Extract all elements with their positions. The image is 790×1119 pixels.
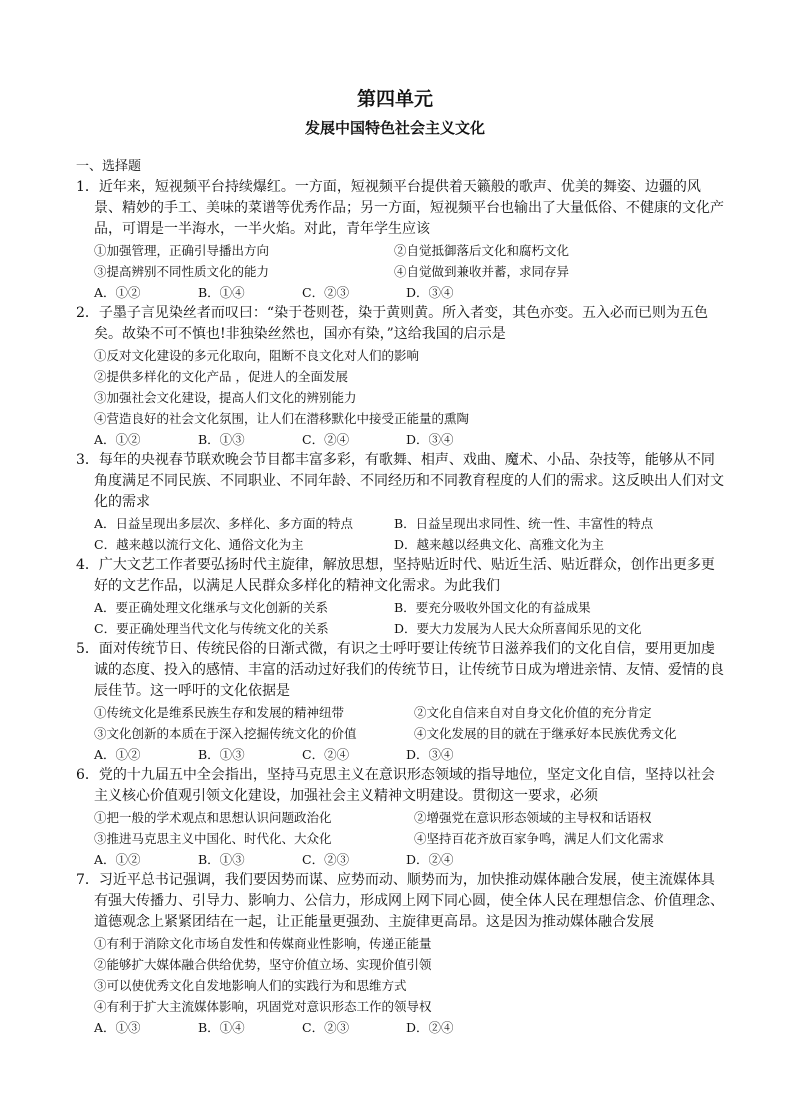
question-2 xyxy=(76,303,726,450)
statement: ④自觉做到兼收并蓄，求同存异 xyxy=(394,264,570,279)
statement: ②自觉抵御落后文化和腐朽文化 xyxy=(394,243,570,258)
statement: ②文化自信来自对自身文化价值的充分肯定 xyxy=(414,705,652,720)
question-5 xyxy=(76,639,726,765)
statement: ①把一般的学术观点和思想认识问题政治化 xyxy=(94,810,332,825)
choice-row xyxy=(76,597,726,618)
unit-title: 第四单元 xyxy=(356,88,433,110)
statement: ④坚持百花齐放百家争鸣，满足人们文化需求 xyxy=(414,831,665,846)
choice-a[interactable]: A．日益呈现出多层次、多样化、多方面的特点 xyxy=(94,516,354,531)
statement: ①反对文化建设的多元化取向，阻断不良文化对人们的影响 xyxy=(94,348,420,363)
choice-d[interactable]: D．③④ xyxy=(406,432,454,447)
question-stem: 6．党的十九届五中全会指出，坚持马克思主义在意识形态领域的指导地位，坚定文化自信，坚持以社会主义核心价值观引领文化建设，加强社会主义精神文明建设。贯彻这一要求，必须 xyxy=(76,767,715,804)
statement: ③提高辨别不同性质文化的能力 xyxy=(94,264,270,279)
question-7 xyxy=(76,870,726,1038)
statement: ③可以使优秀文化自发地影响人们的实践行为和思维方式 xyxy=(94,978,407,993)
question-stem: 7．习近平总书记强调，我们要因势而谋、应势而动、顺势而为，加快推动媒体融合发展，使主流媒体具有强大传播力、引导力、影响力、公信力，形成网上网下同心圆，使全体人民在理想信念、价值理念、道德观念上紧紧团结在一起，让正能量更强劲、主旋律更高昂。这是因为推动媒体融合发展 xyxy=(76,872,724,930)
question-1 xyxy=(76,177,726,303)
choice-b[interactable]: B．①③ xyxy=(198,852,245,867)
statement: ①加强管理，正确引导播出方向 xyxy=(94,243,270,258)
choice-b[interactable]: B．①③ xyxy=(198,432,245,447)
question-stem: 1．近年来，短视频平台持续爆红。一方面，短视频平台提供着天籁般的歌声、优美的舞姿、边疆的风景、精妙的手工、美味的菜谱等优秀作品；另一方面，短视频平台也输出了大量低俗、不健康的文化产品，可谓是一半海水，一半火焰。对此，青年学生应该 xyxy=(76,179,724,237)
choice-row xyxy=(76,1017,726,1038)
question-list xyxy=(76,156,726,1038)
choice-row xyxy=(76,534,726,555)
choice-c[interactable]: C．②③ xyxy=(302,1020,350,1035)
choice-d[interactable]: D．③④ xyxy=(406,747,454,762)
question-stem: 2．子墨子言见染丝者而叹曰：“染于苍则苍，染于黄则黄。所入者变，其色亦变。五入必而已则为五色矣。故染不可不慎也!非独染丝然也，国亦有染，”这给我国的启示是 xyxy=(76,305,709,342)
choice-d[interactable]: D．越来越以经典文化、高雅文化为主 xyxy=(394,537,605,552)
choice-b[interactable]: B．日益呈现出求同性、统一性、丰富性的特点 xyxy=(394,516,654,531)
choice-row xyxy=(76,744,726,765)
choice-a[interactable]: A．①② xyxy=(94,285,141,300)
choice-a[interactable]: A．①② xyxy=(94,432,141,447)
statement: ④有利于扩大主流媒体影响，巩固党对意识形态工作的领导权 xyxy=(94,999,432,1014)
statement: ②提供多样化的文化产品 ，促进人的全面发展 xyxy=(94,369,348,384)
choice-b[interactable]: B．①④ xyxy=(198,285,245,300)
section-heading: 一、选择题 xyxy=(76,159,142,174)
question-stem: 5．面对传统节日、传统民俗的日渐式微，有识之士呼吁要让传统节日滋养我们的文化自信，要用更加虔诚的态度、投入的感情、丰富的活动过好我们的传统节日，让传统节日成为增进亲情、友情、爱情的良辰佳节。这一呼吁的文化依据是 xyxy=(76,641,724,699)
choice-row xyxy=(76,513,726,534)
statement-row xyxy=(76,702,726,723)
question-4 xyxy=(76,555,726,639)
statement: ②能够扩大媒体融合供给优势，坚守价值立场、实现价值引领 xyxy=(94,957,432,972)
statement: ③推进马克思主义中国化、时代化、大众化 xyxy=(94,831,332,846)
statement-row xyxy=(76,261,726,282)
choice-b[interactable]: B．要充分吸收外国文化的有益成果 xyxy=(394,600,591,615)
choice-row xyxy=(76,618,726,639)
choice-c[interactable]: C．②③ xyxy=(302,285,350,300)
choice-a[interactable]: A．①② xyxy=(94,747,141,762)
statement: ①有利于消除文化市场自发性和传媒商业性影响，传递正能量 xyxy=(94,936,432,951)
statement: ④文化发展的目的就在于继承好本民族优秀文化 xyxy=(414,726,677,741)
choice-a[interactable]: A．要正确处理文化继承与文化创新的关系 xyxy=(94,600,329,615)
statement-row xyxy=(76,828,726,849)
choice-b[interactable]: B．①④ xyxy=(198,1020,245,1035)
choice-row xyxy=(76,429,726,450)
question-stem: 3．每年的央视春节联欢晚会节目都丰富多彩，有歌舞、相声、戏曲、魔术、小品、杂技等，能够从不同角度满足不同民族、不同职业、不同年龄、不同经历和不同教育程度的人们的需求。这反映出人们对文化的需求 xyxy=(76,452,724,510)
statement-row xyxy=(76,723,726,744)
choice-row xyxy=(76,849,726,870)
choice-d[interactable]: D．②④ xyxy=(406,852,454,867)
choice-c[interactable]: C．要正确处理当代文化与传统文化的关系 xyxy=(94,621,329,636)
statement: ③加强社会文化建设，提高人们文化的辨别能力 xyxy=(94,390,357,405)
statement: ④营造良好的社会文化氛围，让人们在潜移默化中接受正能量的熏陶 xyxy=(94,411,470,426)
statement: ②增强党在意识形态领域的主导权和话语权 xyxy=(414,810,652,825)
choice-d[interactable]: D．③④ xyxy=(406,285,454,300)
choice-d[interactable]: D．②④ xyxy=(406,1020,454,1035)
choice-d[interactable]: D．要大力发展为人民大众所喜闻乐见的文化 xyxy=(394,621,642,636)
statement-row xyxy=(76,807,726,828)
choice-c[interactable]: C．②③ xyxy=(302,852,350,867)
choice-c[interactable]: C．越来越以流行文化、通俗文化为主 xyxy=(94,537,304,552)
question-3 xyxy=(76,450,726,555)
statement-row xyxy=(76,240,726,261)
question-stem: 4．广大文艺工作者要弘扬时代主旋律，解放思想，坚持贴近时代、贴近生活、贴近群众，创作出更多更好的文艺作品，以满足人民群众多样化的精神文化需求。为此我们 xyxy=(76,557,715,594)
statement: ③文化创新的本质在于深入挖掘传统文化的价值 xyxy=(94,726,357,741)
question-6 xyxy=(76,765,726,870)
unit-subtitle: 发展中国特色社会主义文化 xyxy=(304,119,485,137)
choice-c[interactable]: C．②④ xyxy=(302,432,350,447)
statement: ①传统文化是维系民族生存和发展的精神纽带 xyxy=(94,705,345,720)
choice-row xyxy=(76,282,726,303)
choice-c[interactable]: C．②④ xyxy=(302,747,350,762)
choice-a[interactable]: A．①③ xyxy=(94,1020,141,1035)
choice-b[interactable]: B．①③ xyxy=(198,747,245,762)
choice-a[interactable]: A．①② xyxy=(94,852,141,867)
